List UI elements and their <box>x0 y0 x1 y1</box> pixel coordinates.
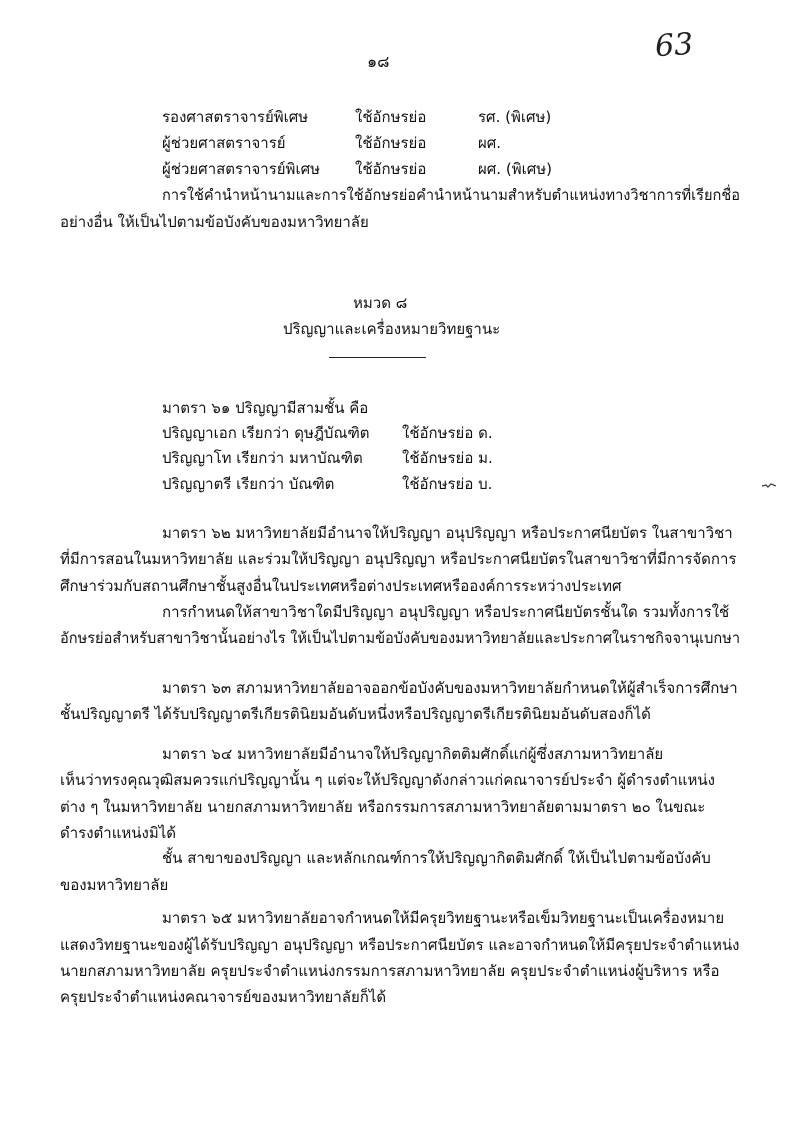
degree-name: ปริญญาเอก เรียกว่า ดุษฎีบัณฑิต <box>162 424 370 442</box>
paragraph-line: การใช้คำนำหน้านามและการใช้อักษรย่อคำนำหน้านามสำหรับตำแหน่งทางวิชาการที่เรียกชื่อ <box>162 186 741 204</box>
paragraph-line: ศึกษาร่วมกับสถานศึกษาชั้นสูงอื่นในประเทศหรือต่างประเทศหรือองค์การระหว่างประเทศ <box>60 577 622 595</box>
abbr-label: ใช้อักษรย่อ <box>355 134 427 152</box>
degree-abbr: ใช้อักษรย่อ บ. <box>402 475 493 493</box>
paragraph-line: มาตรา ๖๒ มหาวิทยาลัยมีอำนาจให้ปริญญา อนุปริญญา หรือประกาศนียบัตร ในสาขาวิชา <box>162 524 733 542</box>
title-abbr: รศ. (พิเศษ) <box>478 108 552 126</box>
page-number: ๑๘ <box>367 52 390 71</box>
degree-abbr: ใช้อักษรย่อ ม. <box>402 449 493 467</box>
paragraph-line: นายกสภามหาวิทยาลัย ครุยประจำตำแหน่งกรรมการสภามหาวิทยาลัย ครุยประจำตำแหน่งผู้บริหาร หรือ <box>60 962 720 980</box>
paragraph-line: แสดงวิทยฐานะของผู้ได้รับปริญญา อนุปริญญา หรือประกาศนียบัตร และอาจกำหนดให้มีครุยประจำตำแหน่ง <box>60 936 740 954</box>
paragraph-line: ชั้นปริญญาตรี ได้รับปริญญาตรีเกียรตินิยมอันดับหนึ่งหรือปริญญาตรีเกียรตินิยมอันดับสองก็ได้ <box>60 705 651 723</box>
chapter-title: ปริญญาและเครื่องหมายวิทยฐานะ <box>283 320 501 338</box>
paragraph-line: ต่าง ๆ ในมหาวิทยาลัย นายกสภามหาวิทยาลัย หรือกรรมการสภามหาวิทยาลัยตามมาตรา ๒๐ ในขณะ <box>60 798 706 816</box>
scan-speck <box>762 483 776 489</box>
chapter-heading: หมวด ๘ <box>353 294 408 312</box>
paragraph-line: มาตรา ๖๔ มหาวิทยาลัยมีอำนาจให้ปริญญากิตติมศักดิ์แก่ผู้ซึ่งสภามหาวิทยาลัย <box>162 745 664 763</box>
title-abbr: ผศ. (พิเศษ) <box>478 160 552 178</box>
handwritten-page-number: 63 <box>653 26 695 65</box>
paragraph-line: การกำหนดให้สาขาวิชาใดมีปริญญา อนุปริญญา หรือประกาศนียบัตรชั้นใด รวมทั้งการใช้ <box>162 603 730 621</box>
paragraph-line: มาตรา ๖๓ สภามหาวิทยาลัยอาจออกข้อบังคับของมหาวิทยาลัยกำหนดให้ผู้สำเร็จการศึกษา <box>162 679 738 697</box>
paragraph-line: ครุยประจำตำแหน่งคณาจารย์ของมหาวิทยาลัยก็ได้ <box>60 988 387 1006</box>
degree-name: ปริญญาตรี เรียกว่า บัณฑิต <box>162 475 335 493</box>
paragraph-line: ดำรงตำแหน่งมิได้ <box>60 824 177 842</box>
paragraph-line: ของมหาวิทยาลัย <box>60 876 169 894</box>
paragraph-line: อักษรย่อสำหรับสาขาวิชานั้นอย่างไร ให้เป็นไปตามข้อบังคับของมหาวิทยาลัยและประกาศในราชกิจจานุเบกษา <box>60 629 741 647</box>
paragraph-line: เห็นว่าทรงคุณวุฒิสมควรแก่ปริญญานั้น ๆ แต่จะให้ปริญญาดังกล่าวแก่คณาจารย์ประจำ ผู้ดำรงตำแหน่ง <box>60 771 715 789</box>
paragraph-line: ชั้น สาขาของปริญญา และหลักเกณฑ์การให้ปริญญากิตติมศักดิ์ ให้เป็นไปตามข้อบังคับ <box>162 849 711 867</box>
title-abbr: ผศ. <box>478 134 502 152</box>
paragraph-line: มาตรา ๖๕ มหาวิทยาลัยอาจกำหนดให้มีครุยวิทยฐานะหรือเข็มวิทยฐานะเป็นเครื่องหมาย <box>162 909 725 927</box>
paragraph-line: ที่มีการสอนในมหาวิทยาลัย และร่วมให้ปริญญา อนุปริญญา หรือประกาศนียบัตรในสาขาวิชาที่มีการจัดการ <box>60 550 737 568</box>
title-full: ผู้ช่วยศาสตราจารย์ <box>162 134 286 152</box>
title-full: รองศาสตราจารย์พิเศษ <box>162 108 309 126</box>
section-61-intro: มาตรา ๖๑ ปริญญามีสามชั้น คือ <box>162 399 369 417</box>
title-full: ผู้ช่วยศาสตราจารย์พิเศษ <box>162 160 320 178</box>
chapter-divider <box>329 357 426 358</box>
paragraph-line: อย่างอื่น ให้เป็นไปตามข้อบังคับของมหาวิทยาลัย <box>60 213 369 231</box>
abbr-label: ใช้อักษรย่อ <box>355 160 427 178</box>
degree-name: ปริญญาโท เรียกว่า มหาบัณฑิต <box>162 449 363 467</box>
abbr-label: ใช้อักษรย่อ <box>355 108 427 126</box>
degree-abbr: ใช้อักษรย่อ ด. <box>402 424 493 442</box>
